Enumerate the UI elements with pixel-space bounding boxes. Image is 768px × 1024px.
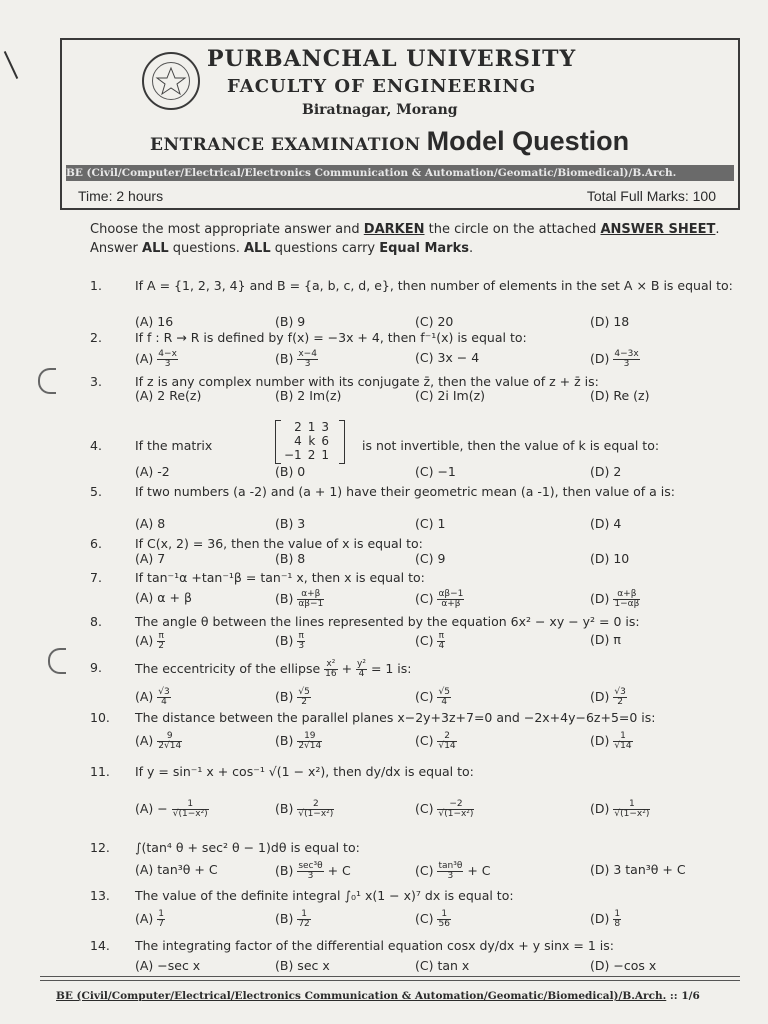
option-a: (A) $\frac{\pi}{2}$ xyxy=(135,631,165,651)
option-b: (B) 3 xyxy=(275,516,306,531)
page-number: :: 1/6 xyxy=(666,990,700,1002)
option-b: (B) $\frac{1}{72}$ xyxy=(275,909,310,929)
option-c: (C) 9 xyxy=(415,551,446,566)
option-c: (C) $\frac{\pi}{4}$ xyxy=(415,631,445,651)
option-c: (C) $\frac{2}{√14}$ xyxy=(415,731,456,751)
programs-banner: BE (Civil/Computer/Electrical/Electronics Communication & Automation/Geomatic/Biomedical)/B.Arch. xyxy=(66,165,734,181)
option-c: (C) $\frac{√5}{4}$ xyxy=(415,687,450,707)
option-b: (B) $\frac{19}{2√14}$ xyxy=(275,731,322,751)
option-c: (C) 20 xyxy=(415,314,454,329)
option-b: (B) 9 xyxy=(275,314,306,329)
footer-rule xyxy=(40,980,740,981)
option-a: (A) $\frac{√3}{4}$ xyxy=(135,687,170,707)
option-c: (C) $\frac{-2}{\text{√(1−x²)}}$ xyxy=(415,799,474,819)
location: Biratnagar, Morang xyxy=(302,102,458,118)
option-d: (D) π xyxy=(590,632,621,647)
option-a: (A) α + β xyxy=(135,590,192,605)
option-b: (B) $\frac{\alpha+\beta}{\alpha\beta-1}$ xyxy=(275,589,324,609)
option-b: (B) $\frac{√5}{2}$ xyxy=(275,687,310,707)
option-b: (B) $\frac{\text{sec³θ}}{3}$ + C xyxy=(275,861,351,881)
option-d: (D) $\frac{1}{8}$ xyxy=(590,909,621,929)
header-box xyxy=(60,38,740,210)
option-c: (C) −1 xyxy=(415,464,456,479)
option-d: (D) 2 xyxy=(590,464,622,479)
exam-page: PURBANCHAL UNIVERSITY FACULTY OF ENGINEERING Biratnagar, Morang ENTRANCE EXAMINATION Model Question BE (Civil/Computer/Electrical/Electronics Communication & Automation/Geomatic/Biomedical)/B.Arch. Time: 2 hours Total Full Marks: 100 Choose the most appropriate answer and DARKEN the circle on the attached ANSWER SHEET. Answer ALL questions. ALL questions carry Equal Marks. 1. If A = {1, 2, 3, 4} and B = {a, b, c, d, e}, then number of elements in the set A × B is equal to: (A) 16 (B) 9 (C) 20 (D) 18 2. If f : R → R is defined by f(x) = −3x + 4, then f⁻¹(x) is equal to: (A) $\frac{4-x}{3}$ (B) $\frac{x-4}{3}$ (C) 3x − 4 (D) $\frac{4-3x}{3}$ 3. If z is any complex number with its conjugate z̄, then the value of z + z̄ is: (A) 2 Re(z) (B) 2 Im(z) (C) 2i Im(z) (D) Re (z) 4. If the matrix 2 1 3 4 k 6 −1 2 1 is not invertible, then the value of k is equal to: (A) -2 (B) 0 (C) −1 (D) 2 5. If two numbers (a -2) and (a + 1) have their geometric mean (a -1), then value of a is: (A) 8 (B) 3 (C) 1 (D) 4 6. If C(x, 2) = 36, then the value of x is equal to: (A) 7 (B) 8 (C) 9 (D) 10 7. If tan⁻¹α +tan⁻¹β = tan⁻¹ x, then x is equal to: (A) α + β (B) $\frac{\alpha+\beta}{\alpha\beta-1}$ (C) $\frac{\alpha\beta-1}{\alpha+\beta}$ (D) $\frac{\alpha+\beta}{1-\alpha\beta}$ 8. The angle θ between the lines represented by the equation 6x² − xy − y² = 0 is: (A) $\frac{\pi}{2}$ (B) $\frac{\pi}{3}$ (C) $\frac{\pi}{4}$ (D) π 9. The eccentricity of the ellipse $\frac{\text{x²}}{16}$ + $\frac{\text{y²}}{4}$ = 1 is: (A) $\frac{√3}{4}$ (B) $\frac{√5}{2}$ (C) $\frac{√5}{4}$ (D) $\frac{√3}{2}$ 10. The distance between the parallel planes x−2y+3z+7=0 and −2x+4y−6z+5=0 is: (A) $\frac{9}{2√14}$ (B) $\frac{19}{2√14}$ (C) $\frac{2}{√14}$ (D) $\frac{1}{√14}$ 11. If y = sin⁻¹ x + cos⁻¹ √(1 − x²), then dy/dx is equal to: (A) − $\frac{1}{\text{√(1−x²)}}$ (B) $\frac{2}{\text{√(1−x²)}}$ (C) $\frac{-2}{\text{√(1−x²)}}$ (D) $\frac{1}{\text{√(1−x²)}}$ 12. ∫(tan⁴ θ + sec² θ − 1)dθ is equal to: (A) tan³θ + C (B) $\frac{\text{sec³θ}}{3}$ + C (C) $\frac{\text{tan³θ}}{3}$ + C (D) 3 tan³θ + C 13. The value of the definite integral ∫₀¹ x(1 − x)⁷ dx is equal to: (A) $\frac{1}{7}$ (B) $\frac{1}{72}$ (C) $\frac{1}{56}$ (D) $\frac{1}{8}$ 14. The integrating factor of the differential equation cosx dy/dx + y sinx = 1 is: (A) −sec x (B) sec x (C) tan x (D) −cos x BE (Civil/Computer/Electrical/Electronics Communication & Automation/Geomatic/Biomedical)/B.Arch. :: 1/6 xyxy=(0,0,768,1024)
option-c: (C) 1 xyxy=(415,516,446,531)
option-d: (D) $\frac{1}{\text{√(1−x²)}}$ xyxy=(590,799,650,819)
option-c: (C) tan x xyxy=(415,958,470,973)
option-d: (D) $\frac{√3}{2}$ xyxy=(590,687,626,707)
option-b: (B) 0 xyxy=(275,464,306,479)
option-d: (D) $\frac{1}{√14}$ xyxy=(590,731,632,751)
faculty-name: FACULTY OF ENGINEERING xyxy=(227,76,537,97)
option-a: (A) 2 Re(z) xyxy=(135,388,202,403)
option-c: (C) $\frac{\text{tan³θ}}{3}$ + C xyxy=(415,861,491,881)
university-seal xyxy=(142,52,200,110)
option-c: (C) $\frac{1}{56}$ xyxy=(415,909,450,929)
punch-hole xyxy=(38,368,56,394)
instructions: Choose the most appropriate answer and DARKEN the circle on the attached ANSWER SHEET. Answer ALL questions. ALL questions carry Equal Marks. xyxy=(90,222,720,256)
option-b: (B) 8 xyxy=(275,551,306,566)
full-marks: Total Full Marks: 100 xyxy=(586,188,716,204)
option-d: (D) 3 tan³θ + C xyxy=(590,862,686,877)
option-a: (A) $\frac{1}{7}$ xyxy=(135,909,165,929)
option-c: (C) 3x − 4 xyxy=(415,350,480,365)
pen-mark xyxy=(4,51,18,79)
option-d: (D) 18 xyxy=(590,314,630,329)
option-b: (B) $\frac{\pi}{3}$ xyxy=(275,631,305,651)
exam-title xyxy=(150,126,629,157)
footer-programs: BE (Civil/Computer/Electrical/Electronics Communication & Automation/Geomatic/Biomedical)/B.Arch. xyxy=(56,990,667,1002)
option-b: (B) 2 Im(z) xyxy=(275,388,342,403)
footer-rule xyxy=(40,976,740,977)
option-a: (A) -2 xyxy=(135,464,170,479)
option-d: (D) −cos x xyxy=(590,958,657,973)
option-a: (A) 8 xyxy=(135,516,166,531)
option-a: (A) $\frac{9}{2√14}$ xyxy=(135,731,182,751)
option-d: (D) $\frac{\alpha+\beta}{1-\alpha\beta}$ xyxy=(590,589,640,609)
option-c: (C) $\frac{\alpha\beta-1}{\alpha+\beta}$ xyxy=(415,589,464,609)
option-d: (D) Re (z) xyxy=(590,388,650,403)
option-b: (B) $\frac{2}{\text{√(1−x²)}}$ xyxy=(275,799,334,819)
punch-hole xyxy=(48,648,66,674)
exam-time: Time: 2 hours xyxy=(78,188,164,204)
option-b: (B) sec x xyxy=(275,958,330,973)
option-a: (A) −sec x xyxy=(135,958,201,973)
option-a: (A) 16 xyxy=(135,314,174,329)
option-a: (A) $\frac{4-x}{3}$ xyxy=(135,349,177,369)
page-footer xyxy=(56,990,700,1002)
option-a: (A) − $\frac{1}{\text{√(1−x²)}}$ xyxy=(135,799,208,819)
option-a: (A) 7 xyxy=(135,551,166,566)
university-name: PURBANCHAL UNIVERSITY xyxy=(207,46,577,72)
option-d: (D) 4 xyxy=(590,516,622,531)
option-c: (C) 2i Im(z) xyxy=(415,388,486,403)
option-d: (D) 10 xyxy=(590,551,630,566)
model-question-label: Model Question xyxy=(426,126,630,156)
option-d: (D) $\frac{4-3x}{3}$ xyxy=(590,349,639,369)
option-a: (A) tan³θ + C xyxy=(135,862,218,877)
option-b: (B) $\frac{x-4}{3}$ xyxy=(275,349,317,369)
exam-name: ENTRANCE EXAMINATION xyxy=(150,135,421,155)
